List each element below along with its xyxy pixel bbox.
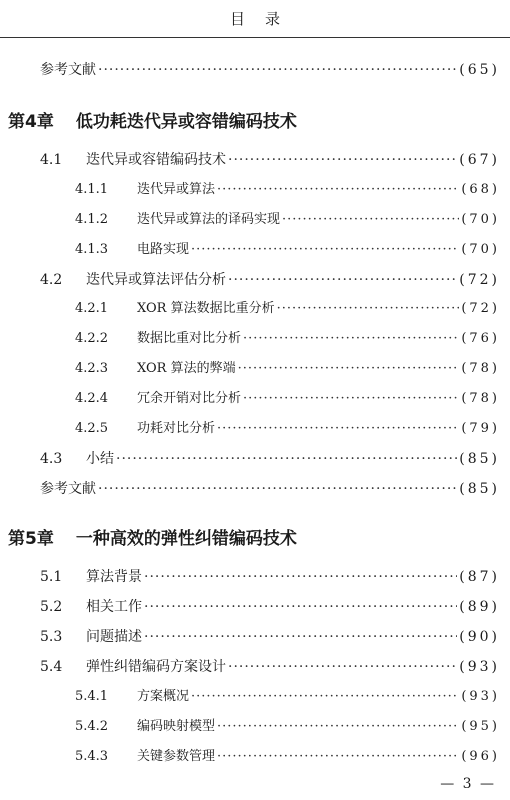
chapter-heading	[8, 107, 297, 132]
chapter-title: 低功耗迭代异或容错编码技术	[75, 112, 297, 132]
toc-entry[interactable]	[40, 568, 500, 586]
page-number: — 3 —	[440, 776, 496, 792]
toc-entry[interactable]	[75, 718, 500, 736]
page-ref: (67)	[459, 152, 500, 168]
page-ref: (85)	[459, 481, 500, 497]
page-ref: (96)	[461, 749, 500, 764]
page-ref: (78)	[461, 391, 500, 406]
section-number: 5.4.3	[75, 749, 109, 764]
section-title: 算法背景	[86, 569, 142, 585]
toc-entry[interactable]	[40, 480, 500, 498]
section-number: 5.1	[40, 569, 63, 585]
section-number: 4.2.2	[75, 331, 109, 346]
toc-entry[interactable]	[75, 241, 500, 259]
section-title: 功耗对比分析	[137, 421, 216, 436]
toc-entry[interactable]	[40, 151, 500, 169]
dot-leader	[144, 628, 457, 646]
toc-entry[interactable]	[75, 300, 500, 318]
page-ref: (93)	[459, 659, 500, 675]
section-title: XOR 算法数据比重分析	[137, 301, 275, 316]
dot-leader	[238, 360, 460, 378]
section-number: 4.2.1	[75, 301, 109, 316]
section-title: 方案概况	[137, 689, 190, 704]
dot-leader	[277, 300, 460, 318]
page-ref: (93)	[461, 689, 500, 704]
page-ref: (90)	[459, 629, 500, 645]
page-ref: (76)	[461, 331, 500, 346]
section-title: 迭代异或算法评估分析	[86, 272, 226, 288]
section-title: 参考文献	[40, 62, 96, 78]
section-number: 5.4.2	[75, 719, 109, 734]
section-title: 弹性纠错编码方案设计	[86, 659, 226, 675]
section-title: 电路实现	[137, 242, 190, 257]
chapter-number: 第4章	[8, 112, 54, 132]
toc-entry[interactable]	[75, 330, 500, 348]
section-number: 5.2	[40, 599, 63, 615]
toc-entry[interactable]	[40, 628, 500, 646]
toc-entry[interactable]	[75, 181, 500, 199]
section-number: 5.4	[40, 659, 63, 675]
dot-leader	[116, 450, 457, 468]
header-title: 目录	[229, 10, 300, 28]
section-title: 迭代异或算法的译码实现	[137, 212, 281, 227]
page-ref: (70)	[461, 242, 500, 257]
dot-leader	[191, 688, 459, 706]
dot-leader	[243, 390, 459, 408]
section-title: 迭代异或容错编码技术	[86, 152, 226, 168]
section-title: 编码映射模型	[137, 719, 216, 734]
dot-leader	[228, 151, 457, 169]
dot-leader	[282, 211, 459, 229]
section-title: 相关工作	[86, 599, 142, 615]
chapter-number: 第5章	[8, 529, 54, 549]
section-number: 4.1.1	[75, 182, 109, 197]
toc-entry[interactable]	[75, 390, 500, 408]
section-title: 关键参数管理	[137, 749, 216, 764]
section-number: 4.2	[40, 272, 63, 288]
section-number: 4.1.3	[75, 242, 109, 257]
page-ref: (95)	[461, 719, 500, 734]
section-number: 4.1	[40, 152, 63, 168]
toc-entry[interactable]	[40, 271, 500, 289]
dot-leader	[228, 271, 457, 289]
section-title: 参考文献	[40, 481, 96, 497]
page-ref: (68)	[461, 182, 500, 197]
section-number: 4.2.5	[75, 421, 109, 436]
section-number: 5.4.1	[75, 689, 109, 704]
section-title: 问题描述	[86, 629, 142, 645]
dot-leader	[98, 480, 457, 498]
dot-leader	[217, 718, 459, 736]
page-ref: (70)	[461, 212, 500, 227]
toc-entry[interactable]	[40, 61, 500, 79]
dot-leader	[191, 241, 459, 259]
dot-leader	[217, 748, 459, 766]
toc-entry[interactable]	[75, 360, 500, 378]
toc-entry[interactable]	[75, 420, 500, 438]
page-ref: (79)	[461, 421, 500, 436]
section-title: 冗余开销对比分析	[137, 391, 242, 406]
section-title: 数据比重对比分析	[137, 331, 242, 346]
section-title: 迭代异或算法	[137, 182, 216, 197]
dot-leader	[217, 420, 459, 438]
toc-entry[interactable]	[40, 450, 500, 468]
dot-leader	[217, 181, 459, 199]
dot-leader	[144, 598, 457, 616]
dot-leader	[228, 658, 457, 676]
dot-leader	[98, 61, 457, 79]
toc-entry[interactable]	[75, 688, 500, 706]
page-ref: (85)	[459, 451, 500, 467]
dot-leader	[144, 568, 457, 586]
page-ref: (72)	[461, 301, 500, 316]
section-title: 小结	[86, 451, 114, 467]
toc-entry[interactable]	[40, 598, 500, 616]
section-number: 4.1.2	[75, 212, 109, 227]
section-number: 4.3	[40, 451, 63, 467]
page-ref: (65)	[459, 62, 500, 78]
chapter-heading	[8, 524, 297, 549]
section-number: 4.2.3	[75, 361, 109, 376]
section-number: 4.2.4	[75, 391, 109, 406]
toc-entry[interactable]	[75, 211, 500, 229]
page-ref: (78)	[461, 361, 500, 376]
dot-leader	[243, 330, 459, 348]
page-ref: (72)	[459, 272, 500, 288]
section-number: 5.3	[40, 629, 63, 645]
section-title: XOR 算法的弊端	[137, 361, 236, 376]
toc-entry[interactable]	[40, 658, 500, 676]
page-ref: (89)	[459, 599, 500, 615]
page-ref: (87)	[459, 569, 500, 585]
chapter-title: 一种高效的弹性纠错编码技术	[75, 529, 297, 549]
toc-entry[interactable]	[75, 748, 500, 766]
